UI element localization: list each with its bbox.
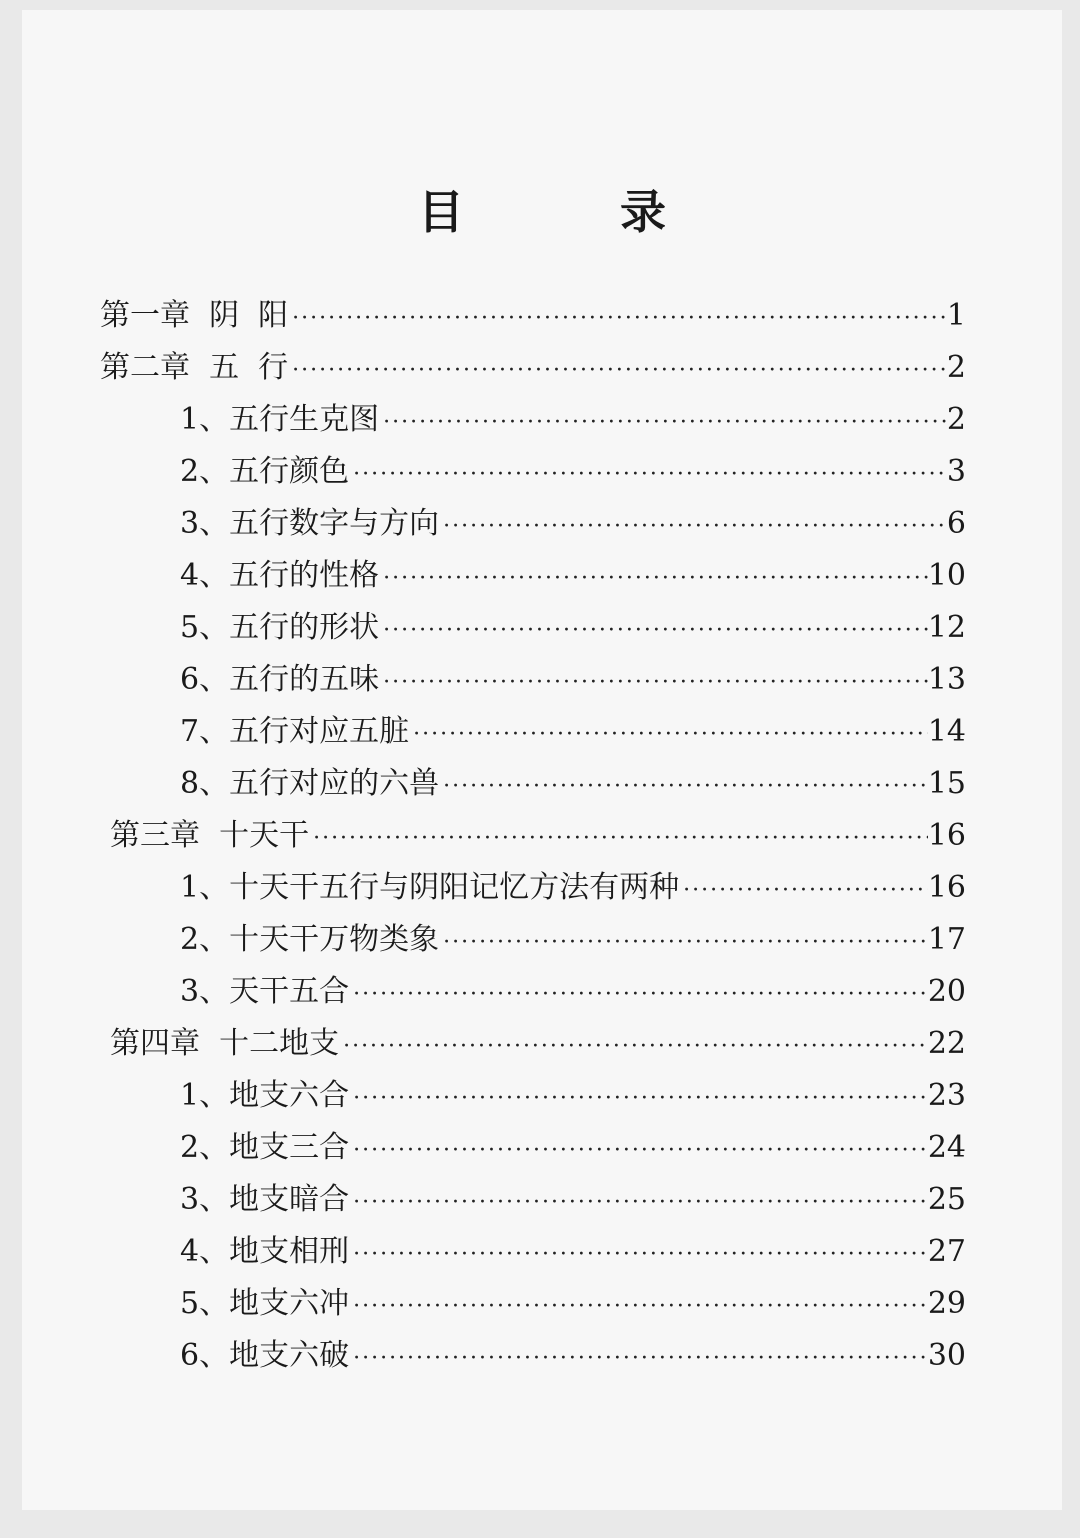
dot-leader — [379, 566, 928, 591]
dot-leader — [409, 722, 928, 747]
toc-entry[interactable] — [180, 862, 966, 914]
toc-entry-page: 24 — [927, 1130, 966, 1165]
toc-entry-label: 7、五行对应五脏 — [180, 714, 410, 749]
document-page — [22, 10, 1062, 1510]
toc-entry-label: 3、天干五合 — [180, 974, 350, 1009]
toc-entry-label: 5、五行的形状 — [180, 610, 380, 645]
toc-entry-label: 第一章 阴 阳 — [100, 298, 289, 333]
dot-leader — [439, 774, 928, 799]
toc-entry-page: 10 — [927, 558, 966, 593]
toc-entry-page: 23 — [927, 1078, 966, 1113]
toc-entry-page: 27 — [927, 1234, 966, 1269]
dot-leader — [379, 670, 928, 695]
toc-entry-label: 1、五行生克图 — [180, 402, 380, 437]
toc-entry-page: 12 — [927, 610, 966, 645]
dot-leader — [349, 1138, 928, 1163]
toc-entry[interactable] — [180, 1278, 966, 1330]
toc-entry-label: 3、地支暗合 — [180, 1182, 350, 1217]
dot-leader — [349, 462, 946, 487]
toc-entry-page: 13 — [927, 662, 966, 697]
toc-entry-page: 16 — [927, 870, 966, 905]
toc-entry-label: 3、五行数字与方向 — [180, 506, 440, 541]
dot-leader — [439, 514, 946, 539]
toc-entry[interactable] — [180, 1330, 966, 1382]
toc-entry-label: 2、五行颜色 — [180, 454, 350, 489]
toc-entry-label: 6、五行的五味 — [180, 662, 380, 697]
toc-entry-label: 6、地支六破 — [180, 1338, 350, 1373]
toc-entry-label: 2、十天干万物类象 — [180, 922, 440, 957]
toc-entry-label: 4、地支相刑 — [180, 1234, 350, 1269]
dot-leader — [349, 982, 928, 1007]
dot-leader — [349, 1294, 928, 1319]
toc-entry-page: 2 — [946, 350, 966, 385]
toc-entry-label: 1、十天干五行与阴阳记忆方法有两种 — [180, 870, 680, 905]
toc-entry[interactable] — [180, 602, 966, 654]
toc-entry-label: 1、地支六合 — [180, 1078, 350, 1113]
dot-leader — [349, 1346, 928, 1371]
toc-entry[interactable] — [180, 1070, 966, 1122]
toc-entry[interactable] — [180, 550, 966, 602]
toc-entry-page: 6 — [946, 506, 966, 541]
toc-entry[interactable] — [180, 394, 966, 446]
toc-entry-page: 30 — [927, 1338, 966, 1373]
toc-entry-label: 4、五行的性格 — [180, 558, 380, 593]
dot-leader — [439, 930, 928, 955]
toc-entry[interactable] — [180, 654, 966, 706]
toc-entry[interactable] — [180, 446, 966, 498]
toc-entry[interactable] — [100, 342, 966, 394]
toc-entry[interactable] — [180, 914, 966, 966]
toc-entry-page: 15 — [927, 766, 966, 801]
toc-entry-label: 第二章 五 行 — [100, 350, 289, 385]
toc-entry-page: 2 — [946, 402, 966, 437]
toc-entry-label: 5、地支六冲 — [180, 1286, 350, 1321]
toc-entry-page: 29 — [927, 1286, 966, 1321]
dot-leader — [349, 1086, 928, 1111]
toc-entry[interactable] — [180, 1174, 966, 1226]
toc-entry[interactable] — [110, 1018, 966, 1070]
page-title: 目 录 — [417, 185, 736, 239]
toc-entry-label: 第三章 十天干 — [110, 818, 310, 853]
toc-entry-label: 8、五行对应的六兽 — [180, 766, 440, 801]
toc-entry[interactable] — [180, 1226, 966, 1278]
toc-entry[interactable] — [180, 1122, 966, 1174]
dot-leader — [379, 410, 946, 435]
dot-leader — [339, 1034, 928, 1059]
toc-entry-page: 17 — [927, 922, 966, 957]
toc-entry[interactable] — [180, 966, 966, 1018]
toc-entry-page: 22 — [927, 1026, 966, 1061]
toc-entry[interactable] — [100, 290, 966, 342]
toc-entry-page: 14 — [927, 714, 966, 749]
dot-leader — [288, 306, 946, 331]
toc-entry-label: 2、地支三合 — [180, 1130, 350, 1165]
dot-leader — [349, 1242, 928, 1267]
toc-entry-page: 3 — [946, 454, 966, 489]
toc-entry-page: 20 — [927, 974, 966, 1009]
toc-entry-label: 第四章 十二地支 — [110, 1026, 340, 1061]
toc-entry-page: 16 — [927, 818, 966, 853]
dot-leader — [679, 878, 928, 903]
dot-leader — [379, 618, 928, 643]
toc-entry-page: 1 — [946, 298, 966, 333]
toc-entry[interactable] — [180, 706, 966, 758]
toc-entry[interactable] — [110, 810, 966, 862]
dot-leader — [349, 1190, 928, 1215]
toc-entry[interactable] — [180, 498, 966, 550]
toc-entry-page: 25 — [927, 1182, 966, 1217]
dot-leader — [288, 358, 946, 383]
toc-entry[interactable] — [180, 758, 966, 810]
dot-leader — [309, 826, 928, 851]
